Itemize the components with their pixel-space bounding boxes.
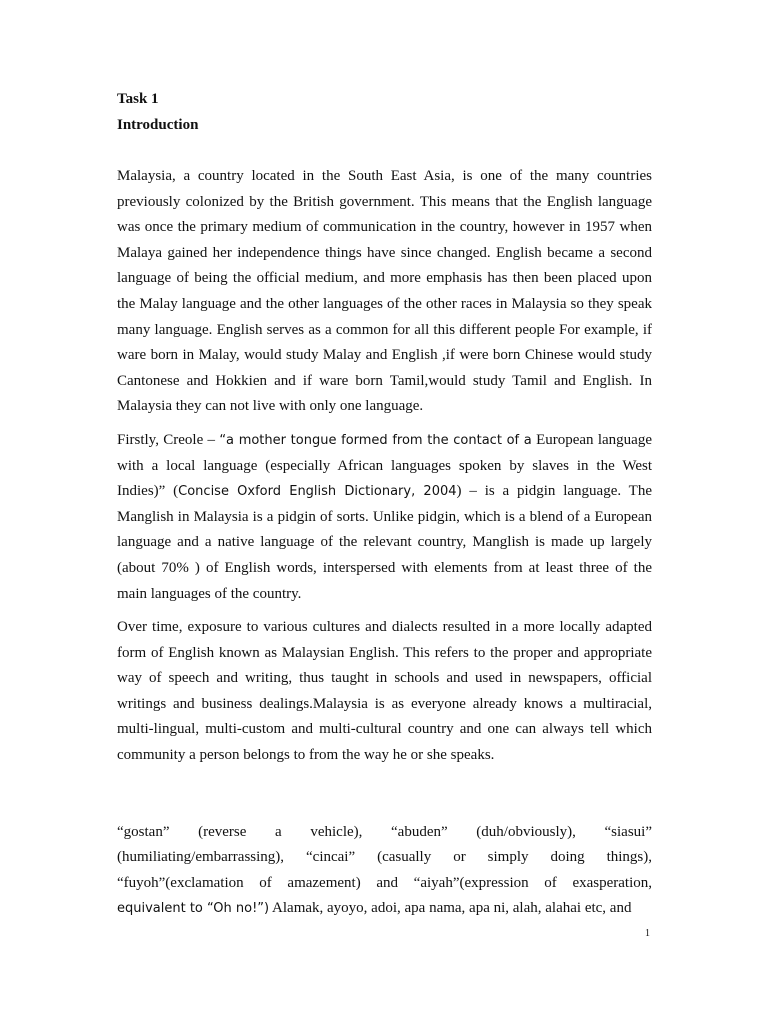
creole-paragraph [117, 428, 652, 607]
manglish-words-paragraph [117, 820, 652, 922]
creole-lead: Firstly, Creole – [117, 431, 220, 448]
manglish-words-part1: “gostan” (reverse a vehicle), “abuden” (duh/obviously), “siasui” (humiliating/embarrassing), “cincai” (casually or simply doing things), “fuyoh”(exclamation of amazement) and “aiyah”(expression of exasperation, [117, 823, 652, 891]
dictionary-citation: Concise Oxford English Dictionary, 2004 [178, 484, 457, 500]
document-body [117, 86, 652, 922]
intro-paragraph: Malaysia, a country located in the South East Asia, is one of the many countries previously colonized by the British government. This means that the English language was once the primary medium of communication in the country, however in 1957 when Malaya gained her independence things have since changed. English became a second language of being the official medium, and more emphasis has then been placed upon the Malay language and the other languages of the other races in Malaysia so they speak many language. English serves as a common for all this different people For example, if ware born in Malay, would study Malay and English ,if were born Chinese would study Cantonese and Hokkien and if ware born Tamil,would study Tamil and English. In Malaysia they can not live with only one language. [117, 168, 652, 415]
creole-rest: ) – is a pidgin language. The Manglish in Malaysia is a pidgin of sorts. Unlike pidgin, which is a blend of a European language and a native language of the relevant country, Manglish is made up largely (about 70% ) of English words, interspersed with elements from at least three of the main languages of the country. [117, 483, 652, 602]
task-heading: Task 1 [117, 91, 159, 107]
page-number: 1 [645, 928, 650, 939]
manglish-words-oh-no: equivalent to “Oh no!”) [117, 901, 270, 917]
creole-quote: “a mother tongue formed from the contact of a [219, 432, 532, 448]
manglish-words-part2: Alamak, ayoyo, adoi, apa nama, apa ni, alah, alahai etc, and [269, 900, 632, 917]
malaysian-english-paragraph: Over time, exposure to various cultures and dialects resulted in a more locally adapted form of English known as Malaysian English. This refers to the proper and appropriate way of speech and writing, thus taught in schools and used in newspapers, official writings and business dealings.Malaysia is as everyone already knows a multiracial, multi-lingual, multi-custom and multi-cultural country and one can always tell which community a person belongs to from the way he or she speaks. [117, 619, 652, 764]
creole-quote-continued: European language with a local language (especially African languages spoken by slaves in the West Indies)” ( [117, 431, 652, 500]
section-heading: Introduction [117, 117, 199, 133]
